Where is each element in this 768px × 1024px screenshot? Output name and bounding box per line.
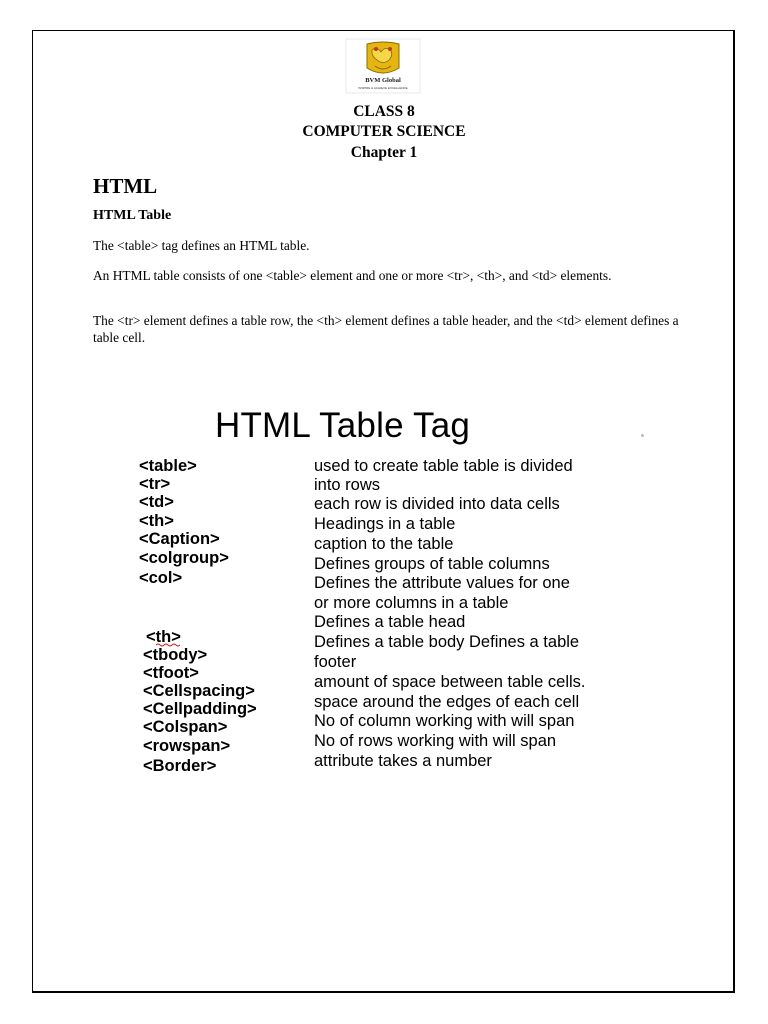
tag-item: <Border>: [143, 757, 217, 775]
logo-tagline: INSPIRE & ACHIEVE EXCELLENCE: [358, 86, 408, 90]
desc-line: Defines the attribute values for one: [314, 574, 570, 592]
tag-item: <tfoot>: [143, 664, 199, 682]
school-logo-icon: [345, 38, 421, 94]
tag-item: <td>: [139, 493, 174, 511]
tag-item: <table>: [139, 457, 197, 475]
desc-line: footer: [314, 653, 357, 671]
speck-mark: [641, 434, 644, 437]
tag-item: <Colspan>: [143, 718, 228, 736]
desc-line: or more columns in a table: [314, 594, 509, 612]
tag-item: <rowspan>: [143, 737, 231, 755]
paragraph-1: The <table> tag defines an HTML table.: [93, 238, 310, 253]
paragraph-2: An HTML table consists of one <table> element and one or more <tr>, <th>, and <td> elements.: [93, 268, 612, 283]
desc-line: No of rows working with will span: [314, 732, 557, 750]
desc-line: space around the edges of each cell: [314, 693, 580, 711]
logo-name: BVM Global: [365, 77, 401, 84]
desc-line: caption to the table: [314, 535, 454, 553]
tag-item: <Caption>: [139, 530, 220, 548]
desc-line: used to create table table is divided: [314, 457, 573, 475]
paragraph-3: The <tr> element defines a table row, the <th> element defines a table header, and the <td> element defines a table cell.: [93, 313, 679, 345]
section-title: HTML: [93, 174, 158, 198]
desc-line: No of column working with will span: [314, 712, 575, 730]
subject-label: COMPUTER SCIENCE: [302, 123, 466, 140]
chapter-label: Chapter 1: [350, 144, 418, 161]
tag-item: <colgroup>: [139, 549, 229, 567]
desc-line: Defines a table body Defines a table: [314, 633, 580, 651]
desc-line: attribute takes a number: [314, 752, 492, 770]
class-label: CLASS 8: [353, 103, 415, 120]
slide-title: HTML Table Tag: [215, 406, 471, 445]
desc-line: Defines a table head: [314, 613, 466, 631]
tag-item: <th>: [146, 628, 181, 646]
desc-line: each row is divided into data cells: [314, 495, 560, 513]
desc-line: Headings in a table: [314, 515, 456, 533]
desc-line: amount of space between table cells.: [314, 673, 586, 691]
tag-item: <Cellspacing>: [143, 682, 255, 700]
tag-item: <tbody>: [143, 646, 208, 664]
section-subtitle: HTML Table: [93, 208, 172, 223]
desc-line: into rows: [314, 476, 381, 494]
tag-item: <Cellpadding>: [143, 700, 257, 718]
tag-item: <tr>: [139, 475, 171, 493]
desc-line: Defines groups of table columns: [314, 555, 550, 573]
tag-item: <col>: [139, 569, 183, 587]
tag-item: <th>: [139, 512, 174, 530]
